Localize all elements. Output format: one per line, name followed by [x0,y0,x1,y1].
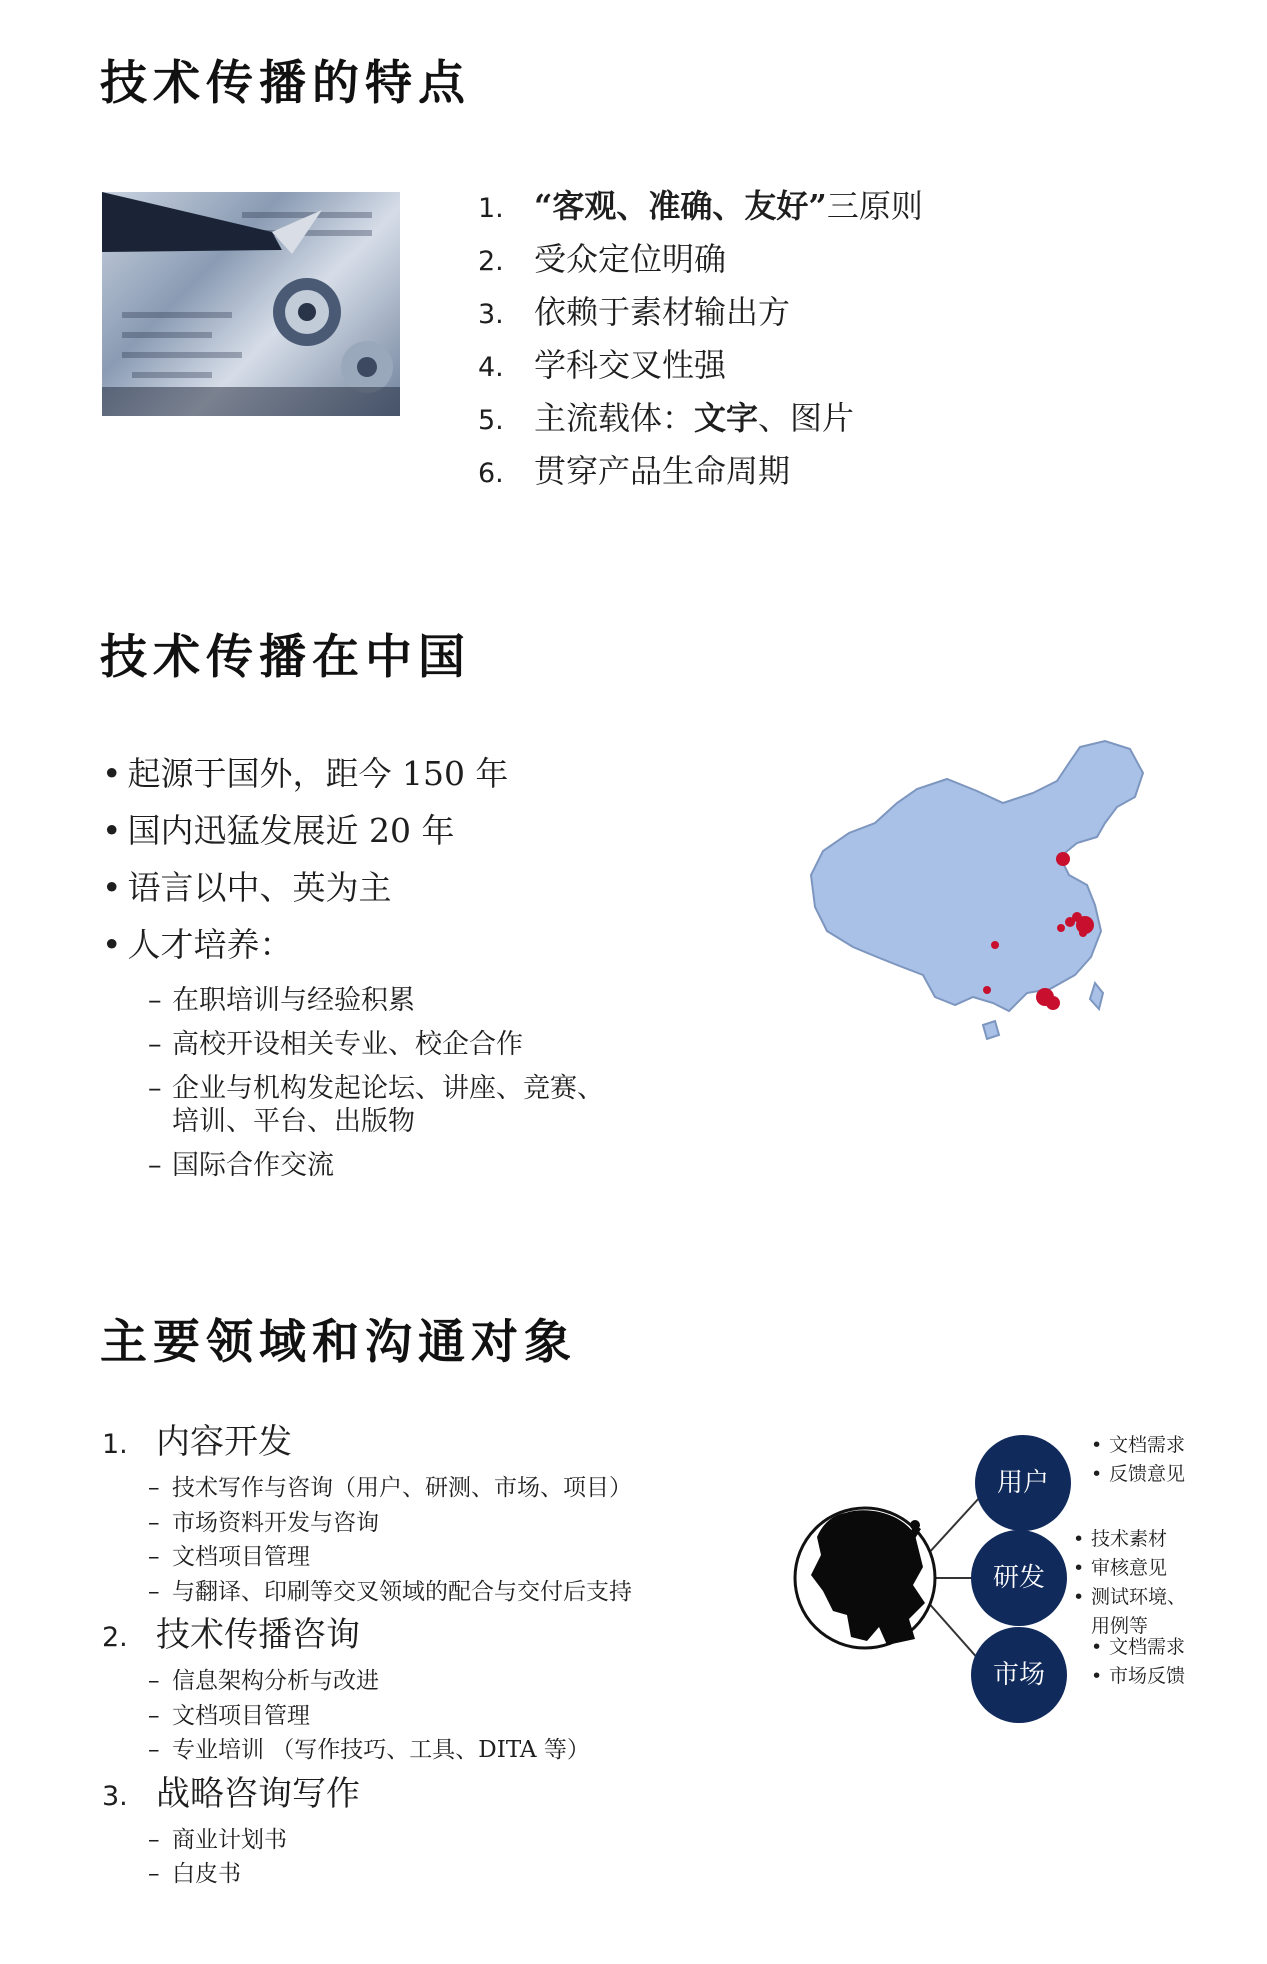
section-title-china: 技术传播在中国 [100,630,471,685]
list-item: 6. 贯穿产品生命周期 [478,452,791,490]
section-title-domains: 主要领域和沟通对象 [100,1315,577,1370]
list-item: – 高校开设相关专业、校企合作 [148,1028,604,1061]
list-item: 4. 学科交叉性强 [478,346,727,384]
list-item: 1. “客观、准确、友好”三原则 [478,187,923,225]
list-item: – 技术写作与咨询（用户、研测、市场、项目） [148,1471,632,1506]
list-item: – 企业与机构发起论坛、讲座、竞赛、 培训、平台、出版物 [148,1072,604,1138]
note-item: • 文档需求 [1091,1431,1185,1460]
note-item: • 市场反馈 [1091,1662,1185,1691]
list-item: • 语言以中、英为主 [102,859,604,916]
list-item: – 专业培训 （写作技巧、工具、DITA 等） [148,1733,632,1768]
features-list [478,180,923,498]
domain-title: 1. 内容开发 [102,1422,292,1462]
section-title-features: 技术传播的特点 [100,56,471,111]
domain-group [102,1768,632,1892]
note-item: • 反馈意见 [1091,1460,1185,1489]
node-rd: 研发 [971,1530,1067,1626]
list-item: – 市场资料开发与咨询 [148,1506,632,1541]
domain-sub-list [102,1823,632,1892]
domain-group [102,1609,632,1768]
list-item: 3. 依赖于素材输出方 [478,293,791,331]
domain-sub-list [102,1471,632,1609]
china-map-icon [805,735,1165,1050]
domain-sub-list [102,1664,632,1768]
talent-sub-list [102,984,604,1182]
list-item: – 与翻译、印刷等交叉领域的配合与交付后支持 [148,1575,632,1610]
notes-market [1091,1633,1185,1691]
notes-users [1091,1431,1185,1489]
list-item: – 国际合作交流 [148,1149,604,1182]
notes-rd [1073,1525,1186,1641]
domain-title: 3. 战略咨询写作 [102,1773,360,1814]
list-item: 2. 受众定位明确 [478,240,727,278]
note-item: • 文档需求 [1091,1633,1185,1662]
list-item: – 信息架构分析与改进 [148,1664,632,1699]
list-item: • 人才培养： [102,916,604,973]
list-item: 5. 主流载体：文字、图片 [478,399,855,437]
note-item: • 技术素材 [1073,1525,1186,1554]
list-item: – 文档项目管理 [148,1699,632,1734]
sub-list-wrapper [102,984,604,1182]
list-item: – 商业计划书 [148,1823,632,1858]
fountain-pen-photo [102,192,400,416]
list-item: • 起源于国外，距今 150 年 [102,745,604,802]
list-item: • 国内迅猛发展近 20 年 [102,802,604,859]
note-item: • 测试环境、 用例等 [1073,1583,1186,1641]
domain-title: 2. 技术传播咨询 [102,1615,360,1655]
china-list [102,745,604,1182]
note-item: • 审核意见 [1073,1554,1186,1583]
list-item: – 在职培训与经验积累 [148,984,604,1017]
domains-list [102,1416,632,1892]
communication-diagram [775,1405,1255,1745]
list-item: – 文档项目管理 [148,1540,632,1575]
domain-group [102,1416,632,1609]
node-market: 市场 [971,1627,1067,1723]
list-item: – 白皮书 [148,1857,632,1892]
node-users: 用户 [975,1435,1071,1531]
